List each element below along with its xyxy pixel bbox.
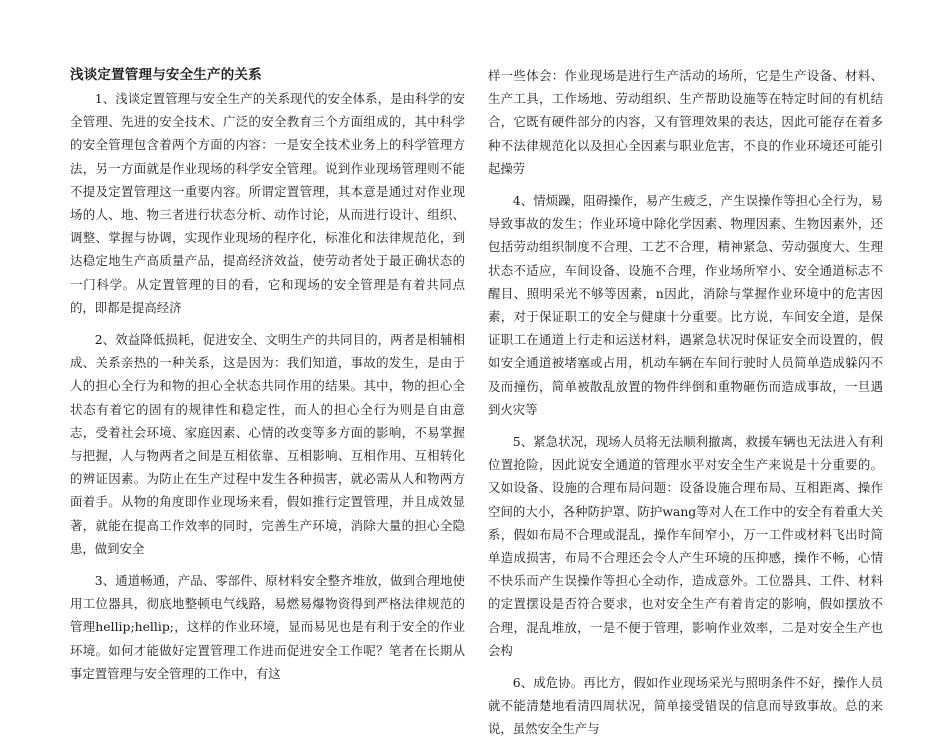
left-column [70,64,465,694]
paragraph-5: 5、紧急状况，现场人员将无法顺利撤离，救援车辆也无法进入有利位置抢险，因此说安全通道的管理水平对安全生产来说是十分重要的。又如设备、设施的合理布局问题：设备设施合理布局、互相距离、操作空间的大小，各种防护罩、防护wang等对人在工作中的安全有着重大关系，假如布局不合理或混乱，操作车间窄小，万一工件或材料飞出时简单造成损害，布局不合理还会令人产生环境的压抑感，操作不畅，心情不快乐而产生误操作等担心全动作，造成意外。工位器具、工件、材料的定置摆设是否符合要求，也对安全生产有着肯定的影响，假如摆放不合理，混乱堆放，一是不便于管理，影响作业效率，二是对安全生产也会构 [488,434,883,658]
document-title: 浅谈定置管理与安全生产的关系 [70,67,262,83]
paragraph-1: 1、浅谈定置管理与安全生产的关系现代的安全体系，是由科学的安全管理、先进的安全技术、广泛的安全教育三个方面组成的，其中科学的安全管理包含着两个方面的内容：一是安全技术业务上的科学管理方法，另一方面就是作业现场的科学安全管理。说到作业现场管理则不能不提及定置管理这一重要内容。所谓定置管理，其本意是通过对作业现场的人、地、物三者进行状态分析、动作讨论，从而进行设计、组织、调整、掌握与协调，实现作业现场的程序化，标准化和法律规范化，到达稳定地生产高质量产品，提高经济效益，使劳动者处于最正确状态的一门科学。从定置管理的目的看，它和现场的安全管理是有着共同点的，即都是提高经济 [70,91,465,315]
paragraph-2: 2、效益降低损耗，促进安全、文明生产的共同目的，两者是相辅相成、关系亲热的一种关系，这是因为：我们知道，事故的发生，是由于人的担心全行为和物的担心全状态共同作用的结果。其中，物的担心全状态有着它的固有的规律性和稳定性，而人的担心全行为则是自由意志，受着社会环境、家庭因素、心情的改变等多方面的影响，不易掌握与把握，人与物两者之间是互相依靠、互相影响、互相作用、互相转化的辨证因素。为防止在生产过程中发生各种损害，就必需从人和物两方面着手。从物的角度即作业现场来看，假如推行定置管理，并且成效显著，就能在提高工作效率的同时，完善生产环境，消除大量的担心全隐患，做到安全 [70,332,465,556]
paragraph-3-continued: 样一些体会：作业现场是进行生产活动的场所，它是生产设备、材料、生产工具，工作场地、劳动组织、生产帮助设施等在特定时间的有机结合，它既有硬件部分的内容，又有管理效果的表达，因此可能存在着多种不法律规范化以及担心全因素与职业危害，不良的作业环境还可能引起操劳 [488,68,883,176]
paragraph-3: 3、通道畅通，产品、零部件、原材料安全整齐堆放，做到合理地使用工位器具，彻底地整顿电气线路，易燃易爆物资得到严格法律规范的管理hellip;hellip;，这样的作业环境，显而易见也是有利于安全的作业环境。如何才能做好定置管理工作进而促进安全工作呢？笔者在长期从事定置管理与安全管理的工作中，有这 [70,573,465,681]
right-column [488,64,883,750]
paragraph-6: 6、成危协。再比方，假如作业现场采光与照明条件不好，操作人员就不能清楚地看清四周状况，简单接受错误的信息而导致事故。总的来说，虽然安全生产与 [488,675,883,737]
paragraph-4: 4、情烦躁，阻碍操作，易产生疲乏，产生误操作等担心全行为，易导致事故的发生；作业环境中除化学因素、物理因素、生物因素外，还包括劳动组织制度不合理、工艺不合理，精神紧急、劳动强度大、生理状态不适应，车间设备、设施不合理，作业场所窄小、安全通道标志不醒目、照明采光不够等因素，n因此，消除与掌握作业环境中的危害因素，对于保证职工的安全与健康十分重要。比方说，车间安全道，是保证职工在通道上行走和运送材料，遇紧急状况时保证安全而设置的，假如安全通道被堵塞或占用，机动车辆在车间行驶时人员简单造成躲闪不及而撞伤，简单被散乱放置的物件绊倒和重物砸伤而造成事故，一旦遇到火灾等 [488,193,883,417]
